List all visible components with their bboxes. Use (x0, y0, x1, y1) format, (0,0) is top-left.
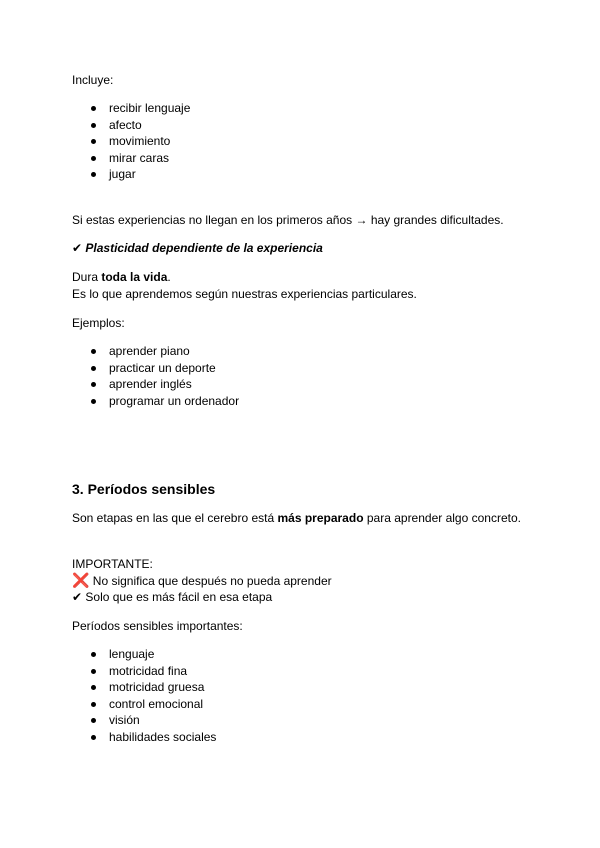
list-item: habilidades sociales (72, 729, 216, 746)
checkmark-icon: ✔ (72, 590, 83, 604)
list-item: motricidad fina (72, 663, 216, 680)
bullet-icon (91, 172, 96, 177)
bullet-icon (91, 139, 96, 144)
bullet-icon (91, 652, 96, 657)
intro-list (72, 100, 190, 183)
list-item: aprender piano (72, 343, 239, 360)
bullet-icon (91, 123, 96, 128)
bullet-icon (91, 669, 96, 674)
important-label: IMPORTANTE: (72, 557, 153, 571)
bullet-icon (91, 399, 96, 404)
bullet-icon (91, 718, 96, 723)
duration-text: Dura toda la vida. (72, 270, 171, 284)
list-item: recibir lenguaje (72, 100, 190, 117)
list-item: practicar un deporte (72, 360, 239, 377)
periods-list (72, 646, 216, 746)
list-item: aprender inglés (72, 376, 239, 393)
bullet-icon (91, 685, 96, 690)
examples-label: Ejemplos: (72, 316, 125, 330)
list-item: lenguaje (72, 646, 216, 663)
bullet-icon (91, 382, 96, 387)
bullet-icon (91, 735, 96, 740)
consequence-text: Si estas experiencias no llegan en los primeros años → hay grandes dificultades. (72, 213, 504, 227)
bullet-icon (91, 349, 96, 354)
plasticity-description: Es lo que aprendemos según nuestras experiencias particulares. (72, 287, 417, 301)
bullet-icon (91, 156, 96, 161)
bullet-icon (91, 366, 96, 371)
plasticity-title: ✔ Plasticidad dependiente de la experiencia (72, 241, 323, 255)
bullet-icon (91, 702, 96, 707)
list-item: jugar (72, 166, 190, 183)
examples-list (72, 343, 239, 409)
not-meaning-text: ❌ No significa que después no pueda aprender (72, 572, 332, 588)
cross-icon: ❌ (72, 572, 90, 588)
only-meaning-text: ✔ Solo que es más fácil en esa etapa (72, 590, 273, 604)
list-item: motricidad gruesa (72, 679, 216, 696)
bullet-icon (91, 106, 96, 111)
section-intro: Son etapas en las que el cerebro está más preparado para aprender algo concreto. (72, 511, 521, 525)
section-heading: 3. Períodos sensibles (72, 481, 216, 497)
list-item: visión (72, 712, 216, 729)
list-item: programar un ordenador (72, 393, 239, 410)
checkmark-icon: ✔ (72, 241, 83, 255)
list-item: movimiento (72, 133, 190, 150)
list-item: control emocional (72, 696, 216, 713)
list-item: mirar caras (72, 150, 190, 167)
intro-label: Incluye: (72, 73, 114, 87)
list-item: afecto (72, 117, 190, 134)
periods-label: Períodos sensibles importantes: (72, 619, 243, 633)
